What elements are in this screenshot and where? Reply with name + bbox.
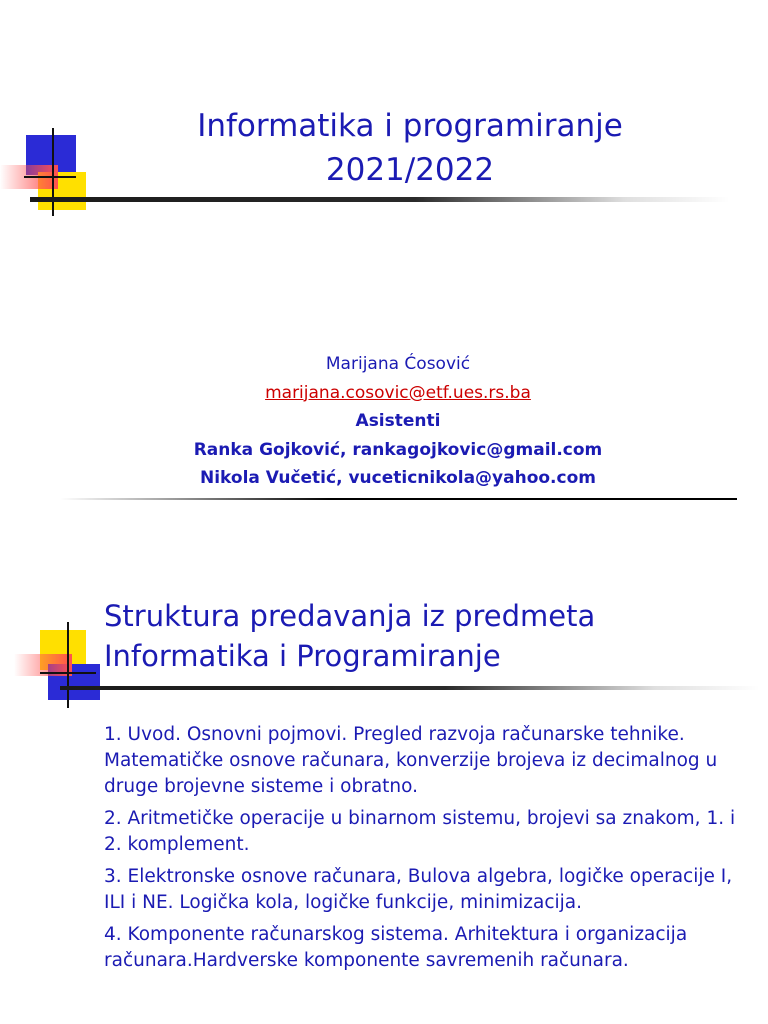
contact-info — [100, 350, 696, 493]
list-item: 1. Uvod. Osnovni pojmovi. Pregled razvoja računarske tehnike. Matematičke osnove računara, konverzije brojeva iz decimalnog u druge brojevne sisteme i obratno. — [104, 724, 718, 797]
corner-decoration-2 — [0, 610, 110, 710]
slide-bottom-rule — [60, 498, 737, 500]
assistant-2: Nikola Vučetić, vuceticnikola@yahoo.com — [200, 468, 596, 488]
deco-vertical-line — [67, 622, 69, 708]
deco-horizontal-line — [40, 672, 96, 674]
deco-vertical-line — [52, 128, 54, 216]
slide-2-title — [104, 596, 744, 676]
assistants-heading: Asistenti — [355, 411, 441, 431]
deco-horizontal-line — [24, 176, 76, 178]
list-item: 3. Elektronske osnove računara, Bulova algebra, logičke operacije I, ILI i NE. Logička kola, logičke funkcije, minimizacija. — [104, 866, 733, 913]
corner-decoration — [0, 0, 100, 220]
list-item: 2. Aritmetičke operacije u binarnom sistemu, brojevi sa znakom, 1. i 2. komplement. — [104, 808, 736, 855]
title-rule — [30, 197, 730, 202]
assistant-1: Ranka Gojković, rankagojkovic@gmail.com — [193, 439, 603, 460]
slide-title — [100, 104, 720, 192]
title-line-2: 2021/2022 — [325, 152, 495, 188]
lecturer-name: Marijana Ćosović — [325, 354, 471, 374]
title-line-1: Struktura predavanja iz predmeta — [104, 599, 596, 633]
lecturer-email-link[interactable]: marijana.cosovic@etf.ues.rs.ba — [265, 382, 531, 403]
list-item: 4. Komponente računarskog sistema. Arhitektura i organizacija računara.Hardverske komponente savremenih računara. — [104, 924, 688, 971]
title-line-2: Informatika i Programiranje — [104, 639, 501, 673]
title-line-1: Informatika i programiranje — [197, 108, 623, 144]
lecture-list — [104, 722, 744, 980]
title-rule-2 — [60, 686, 760, 690]
